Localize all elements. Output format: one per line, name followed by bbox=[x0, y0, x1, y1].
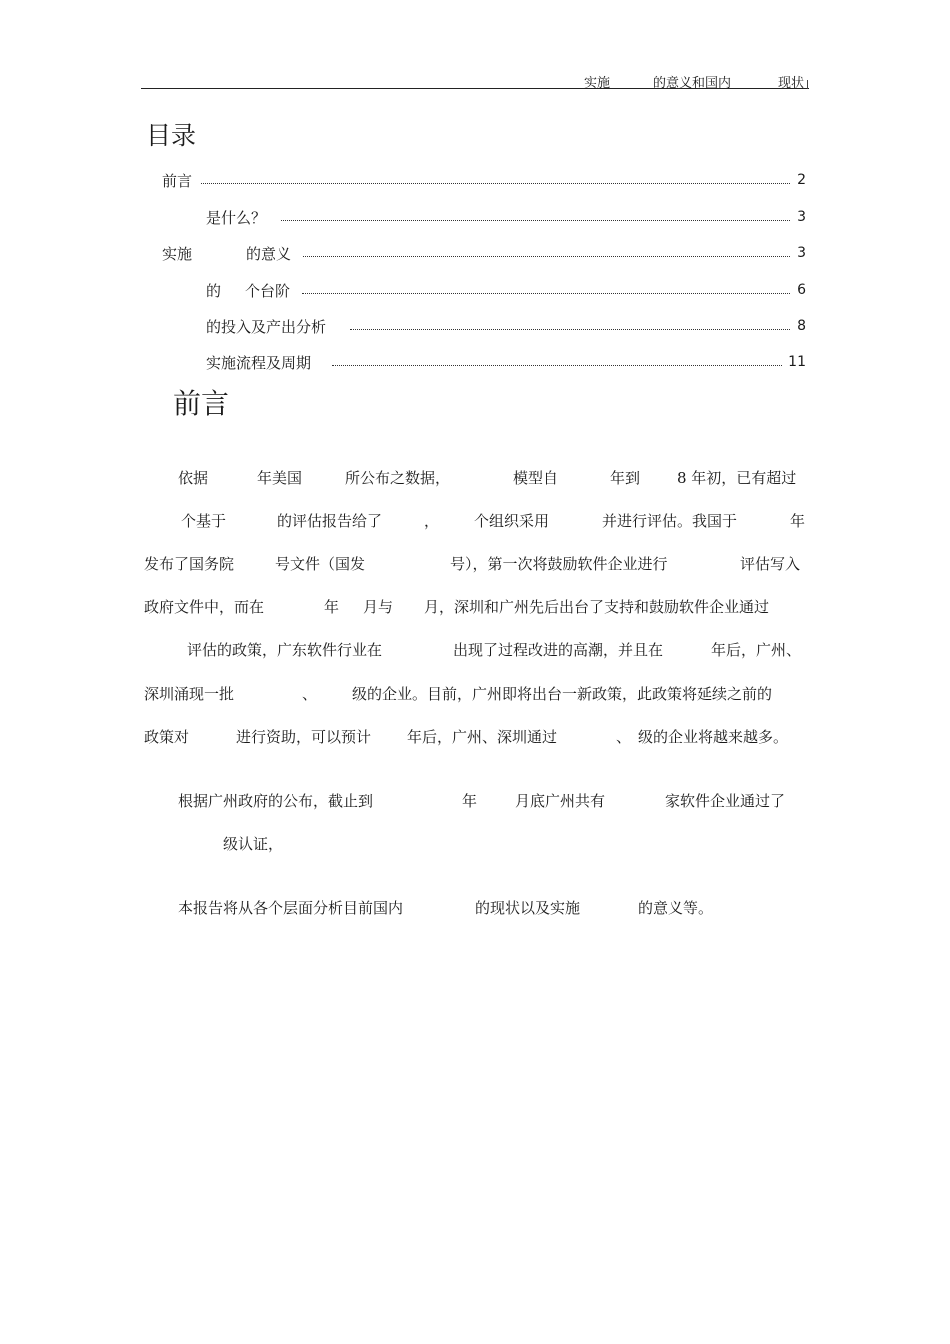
text-fragment: 年 bbox=[324, 598, 340, 616]
text-fragment: 年 bbox=[462, 792, 478, 810]
text-fragment: 年 bbox=[790, 512, 806, 530]
text-fragment: 评估的政策，广东软件行业在 bbox=[187, 641, 383, 659]
toc-dot-leader bbox=[332, 365, 782, 366]
header-part: 的意义和国内 bbox=[653, 76, 732, 91]
header-part: 实施 bbox=[584, 76, 611, 91]
text-fragment: 月，深圳和广州先后出台了支持和鼓励软件企业通过 bbox=[424, 598, 770, 616]
header-part: 现状 bbox=[778, 76, 805, 91]
text-fragment: 8 年初，已有超过 bbox=[677, 469, 797, 487]
text-fragment: 年美国 bbox=[257, 469, 303, 487]
toc-dot-leader bbox=[281, 220, 790, 221]
toc-entry-label: 的意义 bbox=[246, 245, 292, 263]
text-fragment: 依据 bbox=[178, 469, 209, 487]
text-fragment: 发布了国务院 bbox=[144, 555, 235, 573]
text-fragment: 本报告将从各个层面分析目前国内 bbox=[178, 899, 404, 917]
toc-entry-label: 是什么？ bbox=[206, 209, 267, 227]
toc-dot-leader bbox=[201, 183, 790, 184]
text-fragment: 模型自 bbox=[513, 469, 559, 487]
text-fragment: 号），第一次将鼓励软件企业进行 bbox=[450, 555, 668, 573]
toc-page-number: 8 bbox=[797, 318, 806, 334]
toc-page-number: 3 bbox=[797, 209, 806, 225]
text-fragment: 年后，广州、深圳通过 bbox=[407, 728, 558, 746]
text-fragment: 年后，广州、 bbox=[711, 641, 802, 659]
toc-page-number: 11 bbox=[788, 354, 806, 370]
text-fragment: 级认证， bbox=[223, 835, 284, 853]
toc-page-number: 3 bbox=[797, 245, 806, 261]
text-fragment: 政策对 bbox=[144, 728, 190, 746]
toc-entry-label: 实施流程及周期 bbox=[206, 354, 312, 372]
text-fragment: ， bbox=[424, 512, 440, 530]
toc-entry-label: 前言 bbox=[162, 172, 193, 190]
text-fragment: 号文件（国发 bbox=[275, 555, 366, 573]
text-fragment: 并进行评估。我国于 bbox=[602, 512, 738, 530]
text-fragment: 进行资助，可以预计 bbox=[236, 728, 372, 746]
section-title: 前言 bbox=[173, 387, 230, 420]
text-fragment: 个组织采用 bbox=[474, 512, 550, 530]
text-fragment: 所公布之数据， bbox=[345, 469, 451, 487]
text-fragment: 的评估报告给了 bbox=[277, 512, 383, 530]
text-fragment: 根据广州政府的公布，截止到 bbox=[178, 792, 374, 810]
toc-page-number: 2 bbox=[797, 172, 806, 188]
header-tick bbox=[807, 80, 808, 89]
text-fragment: 的现状以及实施 bbox=[475, 899, 581, 917]
text-fragment: 出现了过程改进的高潮，并且在 bbox=[453, 641, 664, 659]
text-fragment: 、 bbox=[616, 728, 632, 746]
text-fragment: 政府文件中，而在 bbox=[144, 598, 265, 616]
toc-dot-leader bbox=[302, 293, 790, 294]
toc-entry-label: 的 bbox=[206, 282, 222, 300]
text-fragment: 个基于 bbox=[181, 512, 227, 530]
text-fragment: 的意义等。 bbox=[638, 899, 714, 917]
text-fragment: 级的企业。目前，广州即将出台一新政策，此政策将延续之前的 bbox=[352, 685, 773, 703]
toc-dot-leader bbox=[350, 329, 790, 330]
text-fragment: 评估写入 bbox=[740, 555, 801, 573]
toc-dot-leader bbox=[303, 256, 790, 257]
text-fragment: 月与 bbox=[363, 598, 394, 616]
text-fragment: 年到 bbox=[610, 469, 641, 487]
toc-entry-label: 实施 bbox=[162, 245, 193, 263]
toc-title: 目录 bbox=[146, 121, 197, 150]
toc-entry-label: 个台阶 bbox=[245, 282, 291, 300]
toc-page-number: 6 bbox=[797, 282, 806, 298]
text-fragment: 月底广州共有 bbox=[515, 792, 606, 810]
header-rule bbox=[141, 88, 809, 89]
text-fragment: 级的企业将越来越多。 bbox=[638, 728, 789, 746]
toc-entry-label: 的投入及产出分析 bbox=[206, 318, 327, 336]
text-fragment: 家软件企业通过了 bbox=[665, 792, 786, 810]
text-fragment: 深圳涌现一批 bbox=[144, 685, 235, 703]
text-fragment: 、 bbox=[302, 685, 318, 703]
